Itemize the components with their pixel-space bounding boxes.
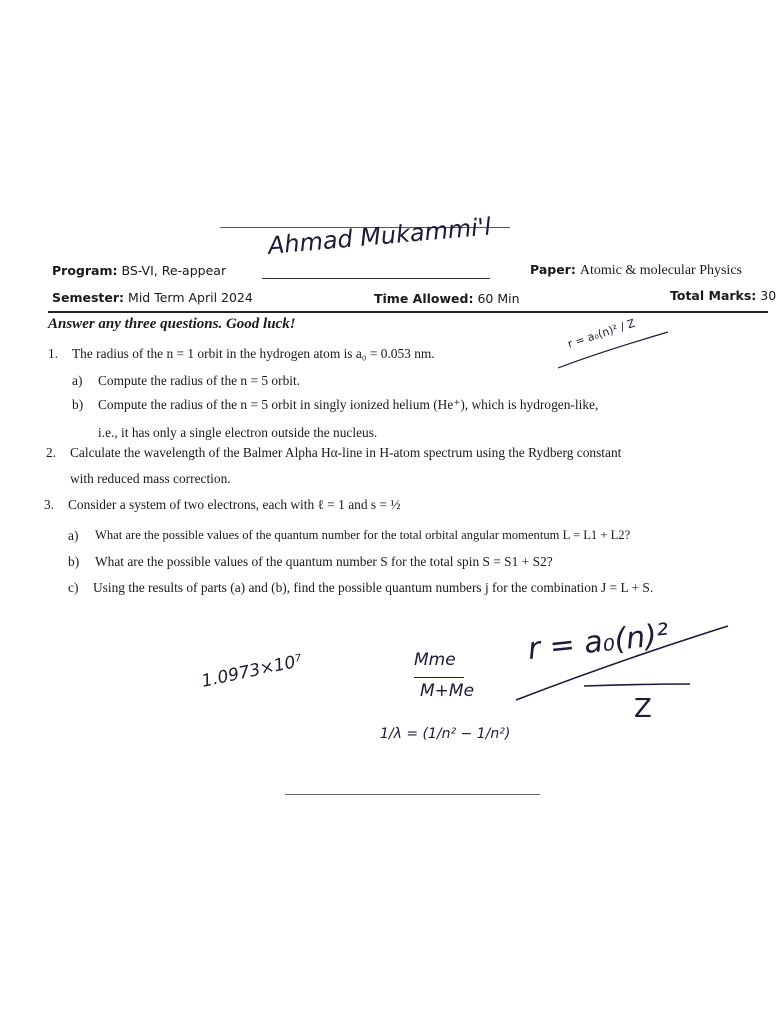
student-name: Ahmad Mukammi'l [266,212,493,260]
time-value: 60 Min [477,291,520,306]
margin-note: r = a₀(n)² / Z [565,316,637,351]
question-1-text: The radius of the n = 1 orbit in the hydrogen atom is a₀ = 0.053 nm. [72,346,435,361]
time-label: Time Allowed: [374,291,474,306]
reduced-mass-numerator: Mme [414,650,456,670]
rydberg-formula: 1/λ = (1/n² − 1/n²) [380,726,511,742]
question-1a-text: Compute the radius of the n = 5 orbit. [98,373,301,388]
question-1-number: 1. [48,346,59,361]
reduced-mass-denominator: M+Me [420,681,475,701]
question-3-text: Consider a system of two electrons, each with ℓ = 1 and s = ½ [68,497,401,512]
question-3c-text: Using the results of parts (a) and (b), find the possible quantum numbers j for the combination J = L + S. [93,580,654,595]
radius-strike-line [516,626,728,700]
question-2-number: 2. [46,445,57,460]
question-1b-text: Compute the radius of the n = 5 orbit in singly ionized helium (He⁺), which is hydrogen-like, [98,397,599,412]
radius-denominator: Z [634,694,652,724]
question-1b-label: b) [72,397,84,412]
program-label: Program: [52,263,118,278]
marks-value: 30 [760,288,776,303]
semester-label: Semester: [52,290,125,305]
question-3a-label: a) [68,528,79,543]
marks-label: Total Marks: [670,288,757,303]
paper-label: Paper: [530,262,576,277]
question-1b-continuation: i.e., it has only a single electron outside the nucleus. [98,425,378,440]
question-3b-label: b) [68,554,80,569]
question-3c-label: c) [68,580,79,595]
radius-fraction-bar [584,684,690,686]
bottom-rule [285,794,540,795]
paper-value: Atomic & molecular Physics [579,263,742,278]
question-3-number: 3. [44,497,55,512]
program-value: BS-VI, Re-appear [121,263,227,278]
question-1a-label: a) [72,373,83,388]
question-2-text: Calculate the wavelength of the Balmer Alpha Hα-line in H-atom spectrum using the Rydberg constant [70,445,622,460]
radius-formula: r = a₀(n)² [526,617,671,667]
instructions: Answer any three questions. Good luck! [48,316,296,332]
rydberg-value: 1.0973×10⁷ [199,650,305,692]
question-3a-text: What are the possible values of the quantum number for the total orbital angular momentum L = L1 + L2? [95,528,631,542]
question-2-continuation: with reduced mass correction. [70,471,231,486]
semester-value: Mid Term April 2024 [128,290,253,305]
question-3b-text: What are the possible values of the quantum number S for the total spin S = S1 + S2? [95,554,553,569]
